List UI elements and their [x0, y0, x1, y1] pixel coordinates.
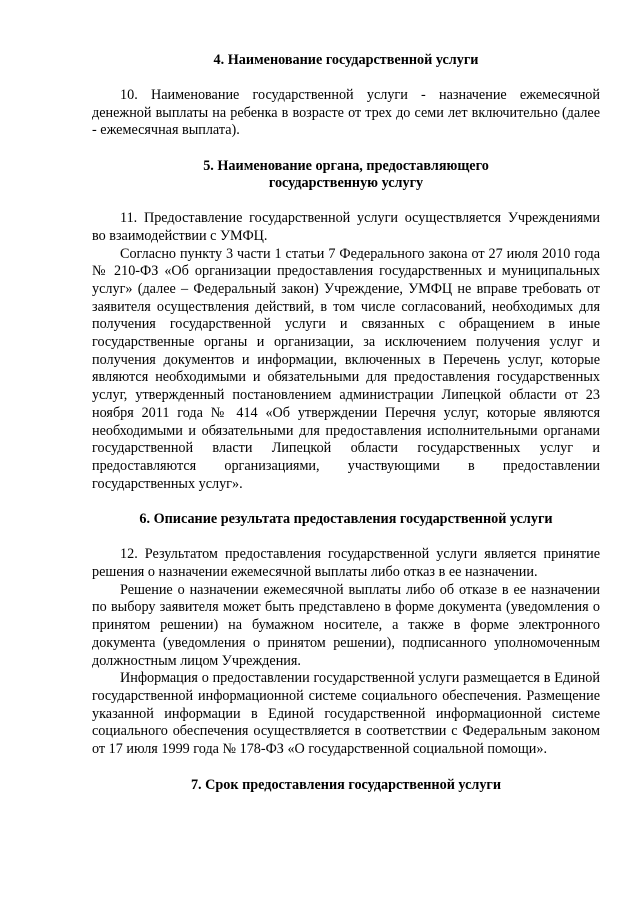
- paragraph-10: 10. Наименование государственной услуги - назначение ежемесячной денежной выплаты на ребенка в возрасте от трех до семи лет включительно (далее - ежемесячная выплата).: [92, 87, 600, 139]
- section-4-heading: 4. Наименование государственной услуги: [213, 52, 479, 68]
- paragraph-12-information: Информация о предоставлении государственной услуги размещается в Единой государственной информационной системе социального обеспечения. Размещение указанной информации в Единой государственной информационной системе социального обеспечения осуществляется в соответствии с Федеральным законом от 17 июля 1999 года № 178-ФЗ «О государственной социальной помощи».: [92, 670, 600, 758]
- document-content: [92, 52, 600, 794]
- section-6-heading: 6. Описание результата предоставления государственной услуги: [139, 511, 553, 528]
- paragraph-12-decision: Решение о назначении ежемесячной выплаты либо об отказе в ее назначении по выбору заявителя может быть представлено в форме документа (уведомления о принятом решении) на бумажном носителе, а также в форме электронного документа (уведомления о принятом решении), подписанного уполномоченным должностным лицом Учреждения.: [92, 581, 600, 669]
- section-7-heading: 7. Срок предоставления государственной услуги: [190, 776, 502, 793]
- section-5-heading-line-1: 5. Наименование органа, предоставляющего: [203, 158, 489, 175]
- paragraph-11: 11. Предоставление государственной услуги осуществляется Учреждениями во взаимодействии с УМФЦ.: [92, 210, 600, 244]
- paragraph-12: 12. Результатом предоставления государственной услуги является принятие решения о назначении ежемесячной выплаты либо отказ в ее назначении.: [92, 546, 600, 581]
- section-5-heading-line-2: государственную услугу: [268, 175, 424, 192]
- paragraph-11-continuation: Согласно пункту 3 части 1 статьи 7 Федерального закона от 27 июля 2010 года № 210-ФЗ «Об организации предоставления государственных и муниципальных услуг» (далее – Федеральный закон) Учреждение, УМФЦ не вправе требовать от заявителя осуществления действий, в том числе согласований, необходимых для получения государственной услуги и связанных с обращением в иные государственные органы и организации, за исключением получения услуг и получения документов и информации, включенных в Перечень услуг, которые являются необходимыми и обязательными для предоставления государственных услуг, утвержденный постановлением администрации Липецкой области от 23 ноября 2011 года № 414 «Об утверждении Перечня услуг, которые являются необходимыми и обязательными для предоставления исполнительными органами государственной власти Липецкой области государственных услуг и предоставляются организациями, участвующими в предоставлении государственных услуг».: [92, 245, 600, 492]
- section-5-heading: [92, 158, 600, 192]
